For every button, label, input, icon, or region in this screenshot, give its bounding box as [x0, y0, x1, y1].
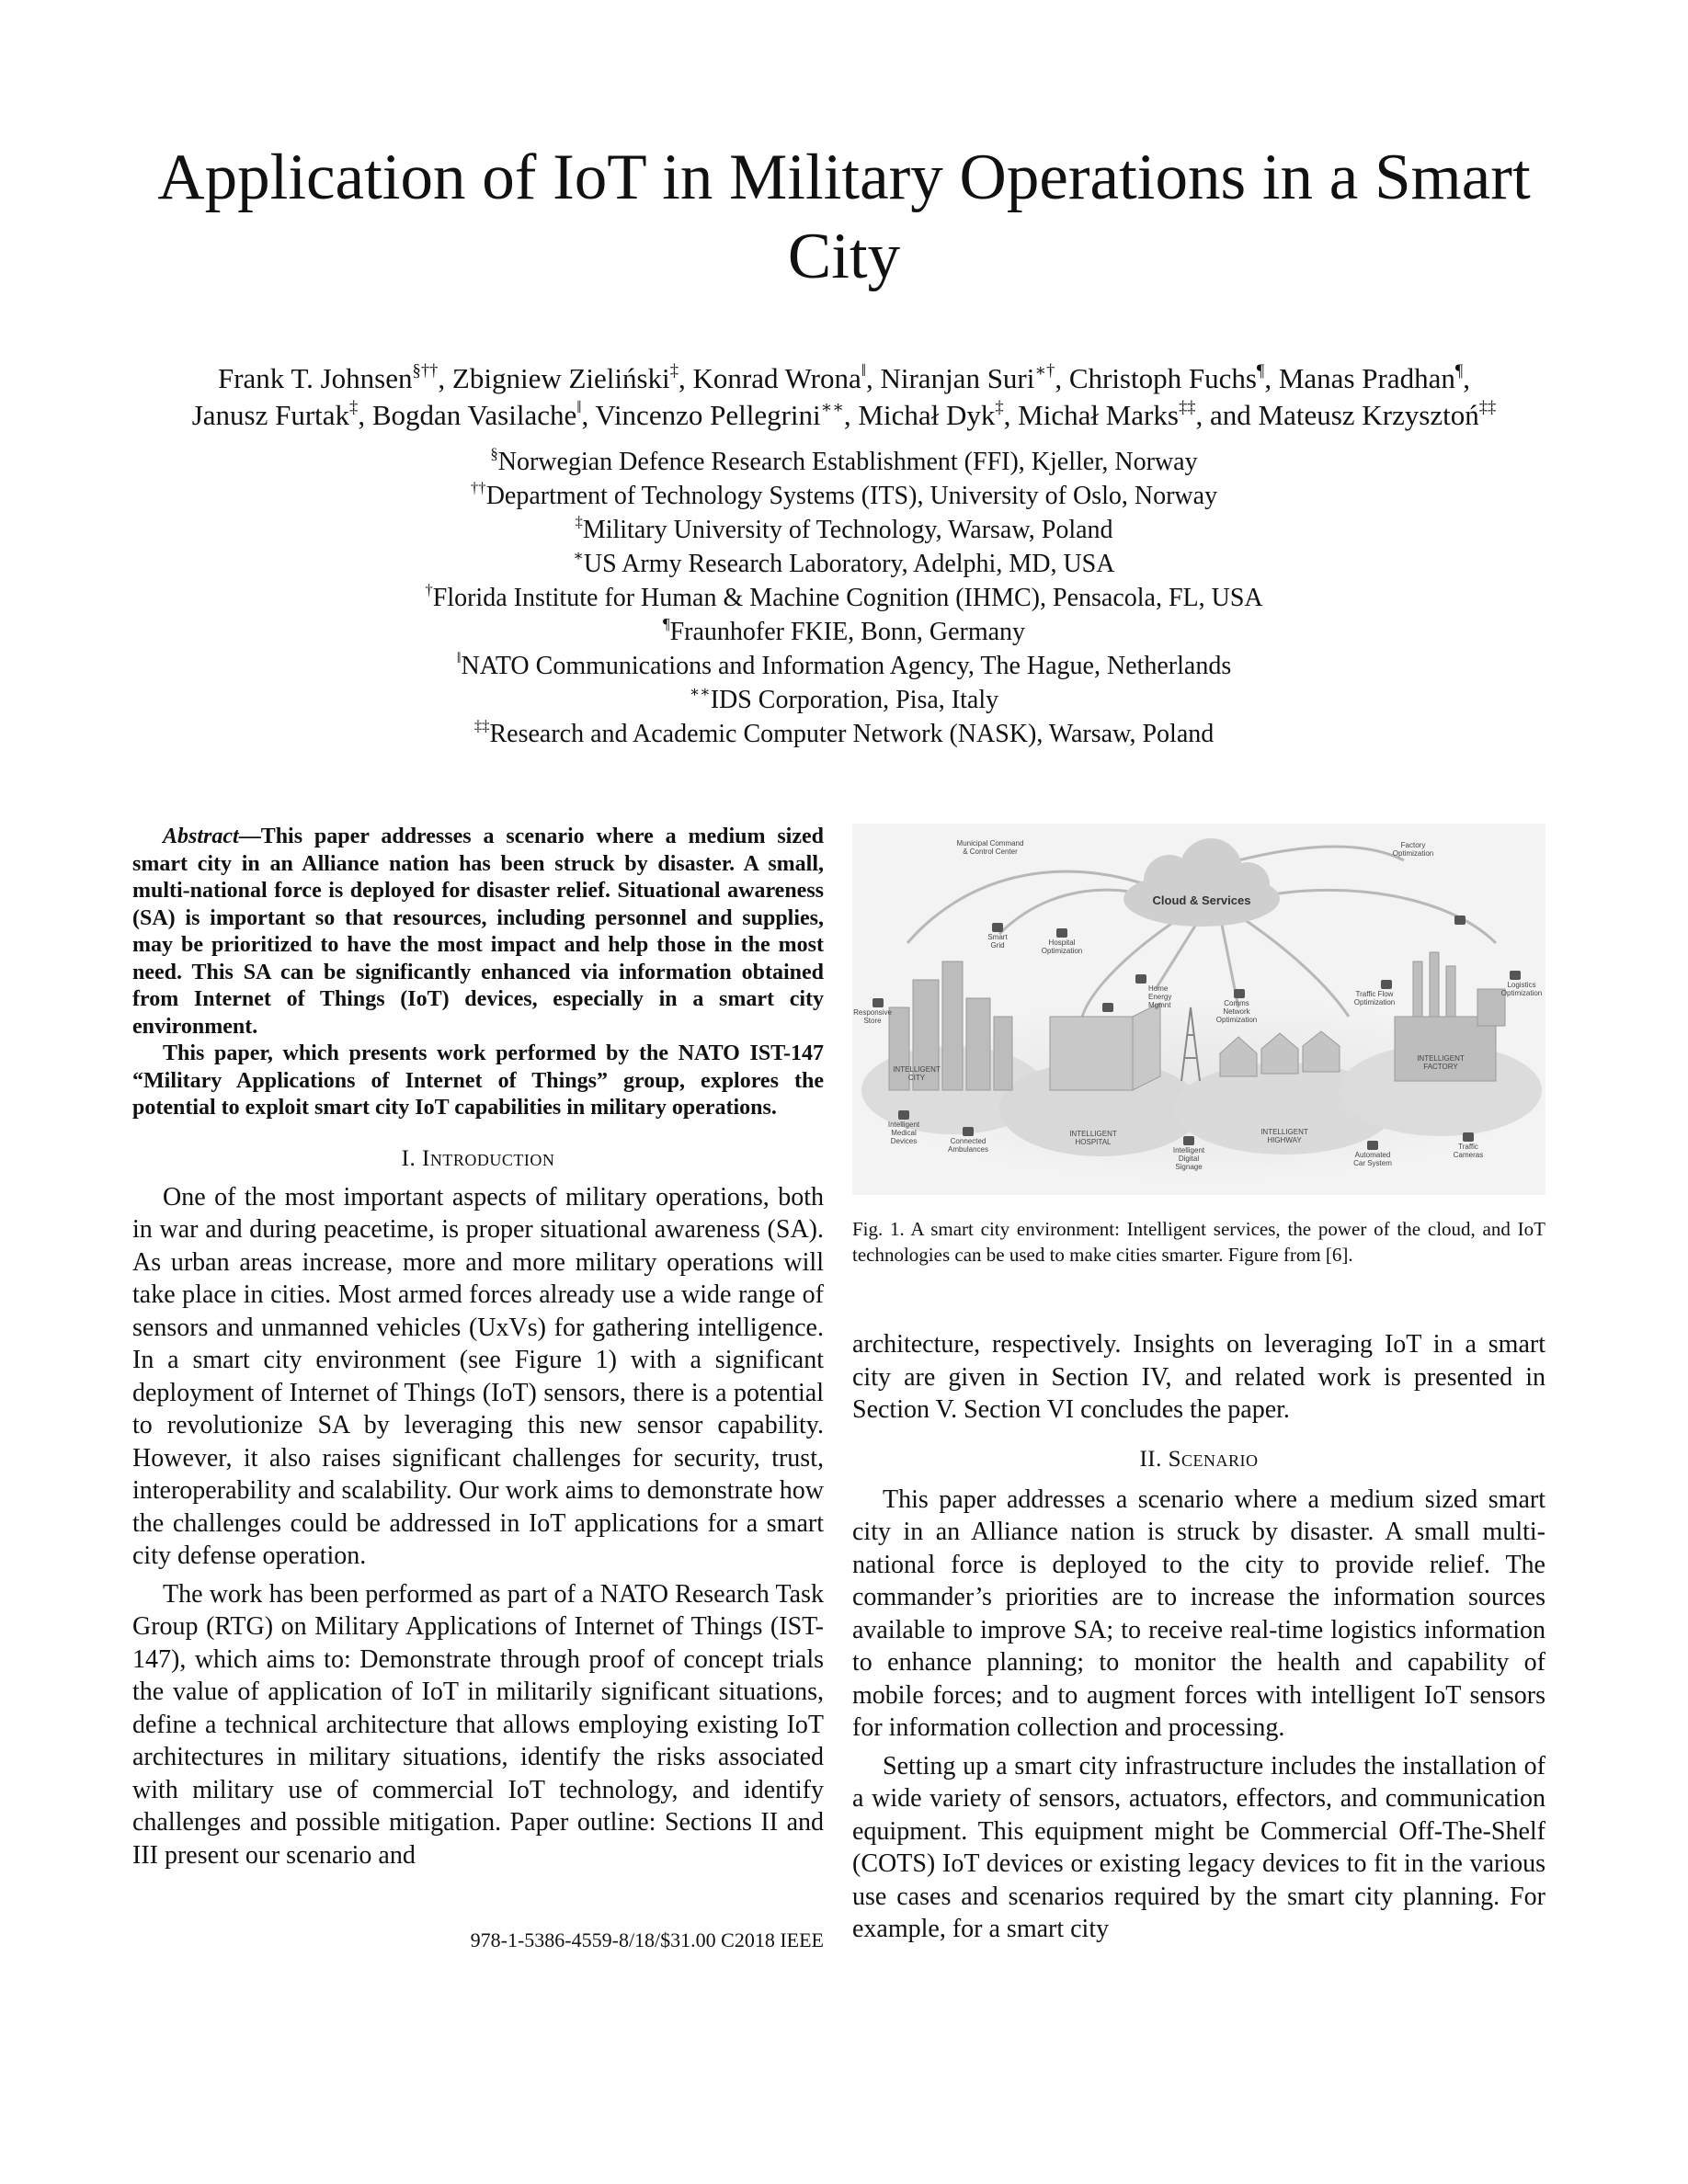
body-paragraph: This paper addresses a scenario where a medium sized smart city in an Alliance nation is struck by disaster. A small multi-national force is deployed to the city to provide relief. The commander’s priorities are to increase the information sources available to improve SA; to receive real-time logistics information to enhance planning; to monitor the health and capability of mobile forces; and to augment forces with intelligent IoT sensors for information collection and processing. — [852, 1484, 1545, 1742]
figure-label-ambulances — [948, 1137, 988, 1154]
figure-label-energy — [1148, 984, 1171, 1009]
figure-label-line: INTELLIGENT — [1069, 1130, 1117, 1138]
figure-label-line: Energy — [1148, 993, 1172, 1001]
paper-title: Application of IoT in Military Operations in a Smart City — [157, 142, 1531, 292]
affiliation-text: Department of Technology Systems (ITS), University of Oslo, Norway — [485, 482, 1218, 510]
affiliation-mark: ‡ — [575, 513, 583, 530]
section-heading-introduction — [132, 1146, 824, 1172]
figure-label-logistics — [1501, 981, 1542, 997]
abstract-paragraph-1: —This paper addresses a scenario where a medium sized smart city in an Alliance nation has been struck by disaster. A small, multi-national force is deployed for disaster relief. Situational awareness (SA) is important so that resources, including personnel and supplies, may be prioritized to have the most impact and help those in the most need. This SA can be significantly enhanced via information obtained from Internet of Things (IoT) devices, especially in a smart city environment. — [132, 825, 824, 1039]
author-list — [101, 360, 1587, 434]
abstract-paragraph-2: This paper, which presents work performed by the NATO IST-147 “Military Applications of Internet of Things” group, explores the potential to exploit smart city IoT capabilities in military operations. — [132, 1041, 824, 1120]
section-title: Introduction — [422, 1145, 555, 1171]
body-paragraph: The work has been performed as part of a NATO Research Task Group (RTG) on Military Applications of Internet of Things (IST-147), which aims to: Demonstrate through proof of concept trials the value of application of IoT in militarily significant situations, define a technical architecture that allows employing existing IoT architectures in military situations, identify the risks associated with military use of commercial IoT technology, and identify challenges and possible mitigation. Paper outline: Sections II and III present our scenario and — [132, 1579, 824, 1870]
affiliation-mark: †† — [470, 479, 486, 496]
figure-label-highway — [1260, 1128, 1308, 1144]
figure-label-line: Smart — [987, 933, 1008, 941]
abstract-label: Abstract — [163, 825, 239, 848]
figure-label-line: Car System — [1353, 1159, 1392, 1167]
figure-label-line: Municipal Command — [956, 839, 1024, 847]
figure-label-grid — [987, 933, 1008, 950]
figure-label-line: Network — [1223, 1007, 1250, 1016]
figure-label-line: Comms — [1224, 999, 1249, 1007]
figure-label-line: INTELLIGENT — [1417, 1054, 1465, 1063]
affiliation-text: Florida Institute for Human & Machine Cognition (IHMC), Pensacola, FL, USA — [432, 584, 1263, 612]
figure-label-hospital — [1069, 1130, 1117, 1146]
author-name: Michał Marks — [1018, 399, 1179, 431]
figure-label-hospital-opt — [1042, 938, 1082, 955]
figure-label-cameras — [1454, 1143, 1483, 1159]
cloud-icon — [1123, 838, 1280, 927]
figure-label-line: Intelligent — [887, 1120, 920, 1129]
author-name: and Mateusz Krzysztoń — [1210, 399, 1479, 431]
section-heading-scenario — [852, 1447, 1545, 1473]
body-paragraph: architecture, respectively. Insights on leveraging IoT in a smart city are given in Section IV, and related work is presented in Section V. Section VI concludes the paper. — [852, 1330, 1545, 1424]
figure-label-responsive — [853, 1008, 892, 1025]
figure-label-factory — [1393, 841, 1433, 858]
affiliation-text: NATO Communications and Information Agency, The Hague, Netherlands — [461, 652, 1232, 680]
figure-label-line: Optimization — [1500, 989, 1543, 997]
right-column — [852, 1328, 1545, 1946]
affiliation-text: Research and Academic Computer Network (NASK), Warsaw, Poland — [489, 720, 1215, 748]
affiliation-mark: ‡‡ — [473, 717, 490, 734]
figure-label-line: Optimization — [1041, 947, 1083, 955]
affiliation — [276, 649, 1412, 683]
figure-label-line: Home — [1148, 984, 1169, 993]
figure-label-line: Cameras — [1453, 1151, 1484, 1159]
affiliation-mark: ∗ — [573, 547, 584, 564]
figure-label-line: HIGHWAY — [1267, 1136, 1302, 1144]
affiliation — [276, 615, 1412, 649]
body-paragraph: Setting up a smart city infrastructure includes the installation of a wide variety of sensors, actuators, effectors, and communication equipment. This equipment might be Commercial Off-The-Shelf (COTS) IoT devices or existing legacy devices to fit in the various use cases and scenarios required by the smart city planning. For example, for a smart city — [852, 1751, 1545, 1943]
affiliation-text: Norwegian Defence Research Establishment (FFI), Kjeller, Norway — [497, 448, 1198, 476]
figure-label-line: & Control Center — [963, 847, 1018, 856]
affiliation-mark: ∗∗ — [689, 683, 711, 700]
affiliation-mark: ‡ — [349, 397, 359, 417]
affiliation — [276, 445, 1412, 479]
figure-label-line: Hospital — [1048, 938, 1076, 947]
affiliation — [276, 717, 1412, 751]
affiliation-mark: ¶ — [1454, 360, 1464, 381]
smart-city-illustration — [852, 824, 1545, 1195]
affiliation-mark: ∗† — [1034, 360, 1055, 381]
figure-label-line: Mgmnt — [1148, 1001, 1171, 1009]
figure-label-line: Digital — [1178, 1155, 1200, 1163]
affiliation-mark: ‡ — [995, 397, 1004, 417]
affiliation-mark: ¶ — [662, 615, 670, 632]
affiliation-mark: ‡ — [669, 360, 679, 381]
figure-label-line: Optimization — [1215, 1016, 1258, 1024]
figure-label-line: INTELLIGENT — [893, 1065, 941, 1074]
figure-label-line: Grid — [990, 941, 1005, 950]
author-name: Michał Dyk — [858, 399, 996, 431]
affiliation-text: Military University of Technology, Warsaw, Poland — [582, 516, 1113, 544]
figure-label-line: Optimization — [1392, 849, 1434, 858]
author-name: Niranjan Suri — [880, 362, 1035, 394]
affiliation — [276, 581, 1412, 615]
affiliation-mark: ‖ — [456, 649, 462, 666]
figure-label-line: Signage — [1175, 1163, 1203, 1171]
figure-caption: Fig. 1. A smart city environment: Intelligent services, the power of the cloud, and IoT technologies can be used to make cities smarter. Figure from [6]. — [852, 1218, 1545, 1266]
figure-label-line: CITY — [907, 1074, 926, 1082]
figure-label-line: Traffic — [1458, 1143, 1478, 1151]
figure-label-line: Factory — [1400, 841, 1426, 849]
figure-label-line: INTELLIGENT — [1260, 1128, 1308, 1136]
affiliation-text: IDS Corporation, Pisa, Italy — [710, 686, 999, 714]
left-column — [132, 824, 824, 1871]
affiliation-list — [276, 445, 1412, 751]
affiliation-mark: ‖ — [576, 397, 582, 417]
isbn-notice: 978-1-5386-4559-8/18/$31.00 C2018 IEEE — [470, 1928, 824, 1951]
figure-label-line: HOSPITAL — [1075, 1138, 1112, 1146]
section-number: I. — [401, 1145, 422, 1171]
figure-label-traffic-flow — [1354, 990, 1395, 1007]
figure-label-line: Optimization — [1353, 998, 1396, 1007]
section-number: II. — [1139, 1446, 1169, 1472]
affiliation-mark: ‡‡ — [1178, 397, 1196, 417]
figure-label-line: Automated — [1354, 1151, 1391, 1159]
introduction-body — [132, 1181, 824, 1872]
affiliation — [276, 547, 1412, 581]
figure-label-line: Responsive — [853, 1008, 892, 1017]
author-name: Konrad Wrona — [692, 362, 861, 394]
figure-label-car — [1353, 1151, 1392, 1167]
houses — [1220, 1031, 1340, 1076]
affiliation-mark: §†† — [412, 360, 439, 381]
body-paragraph: One of the most important aspects of military operations, both in war and during peacetime, is proper situational awareness (SA). As urban areas increase, more and more military operations will take place in cities. Most armed forces already use a wide range of sensors and unmanned vehicles (UxVs) for gathering intelligence. In a smart city environment (see Figure 1) with a significant deployment of Internet of Things (IoT) sensors, there is a potential to revolutionize SA by leveraging this new sensor capability. However, it also raises significant challenges for security, trust, interoperability and scalability. Our work aims to demonstrate how the challenges could be addressed in IoT applications for a smart city defense operation. — [132, 1182, 824, 1570]
figure-label-line: Logistics — [1507, 981, 1536, 989]
affiliation-mark: † — [425, 581, 433, 598]
figure-label-line: Traffic Flow — [1355, 990, 1394, 998]
section-title: Scenario — [1168, 1446, 1259, 1472]
figure-label-municipal — [957, 839, 1024, 856]
affiliation — [276, 479, 1412, 513]
figure-label-line: Store — [863, 1017, 882, 1025]
author-name: Vincenzo Pellegrini — [595, 399, 821, 431]
affiliation — [276, 683, 1412, 717]
figure-label-line: FACTORY — [1423, 1063, 1458, 1071]
figure-label-medical — [888, 1120, 920, 1145]
author-name: Bogdan Vasilache — [371, 399, 577, 431]
figure-label-factory-zone — [1417, 1054, 1465, 1071]
author-name: Zbigniew Zieliński — [451, 362, 670, 394]
scenario-body — [852, 1484, 1545, 1946]
figure-smart-city — [852, 824, 1545, 1195]
affiliation-mark: ∗∗ — [820, 397, 844, 417]
abstract — [132, 824, 824, 1122]
author-line-1: Frank T. Johnsen§††, Zbigniew Zieliński‡, Konrad Wrona‖, Niranjan Suri∗†, Christoph Fuchs¶, Manas Pradhan¶, — [217, 360, 1471, 394]
figure-label-line: Ambulances — [947, 1145, 989, 1154]
figure-label-line: Connected — [950, 1137, 987, 1145]
affiliation — [276, 513, 1412, 547]
author-name: Manas Pradhan — [1278, 362, 1455, 394]
affiliation-text: Fraunhofer FKIE, Bonn, Germany — [669, 618, 1026, 646]
author-name: Janusz Furtak — [191, 399, 350, 431]
cloud-label: Cloud & Services — [1152, 893, 1251, 907]
figure-label-line: Intelligent — [1172, 1146, 1205, 1155]
figure-label-line: Medical — [891, 1129, 917, 1137]
author-name: Christoph Fuchs — [1068, 362, 1257, 394]
figure-label-line: Devices — [890, 1137, 918, 1145]
author-line-2: Janusz Furtak‡, Bogdan Vasilache‖, Vincenzo Pellegrini∗∗, Michał Dyk‡, Michał Marks‡‡, and Mateusz Krzysztoń‡‡ — [191, 397, 1497, 431]
affiliation-mark: ‖ — [861, 360, 866, 381]
affiliation-text: US Army Research Laboratory, Adelphi, MD, USA — [583, 550, 1115, 578]
author-name: Frank T. Johnsen — [217, 362, 413, 394]
affiliation-mark: ‡‡ — [1478, 397, 1497, 417]
affiliation-mark: ¶ — [1256, 360, 1265, 381]
affiliation-mark: § — [490, 445, 498, 462]
